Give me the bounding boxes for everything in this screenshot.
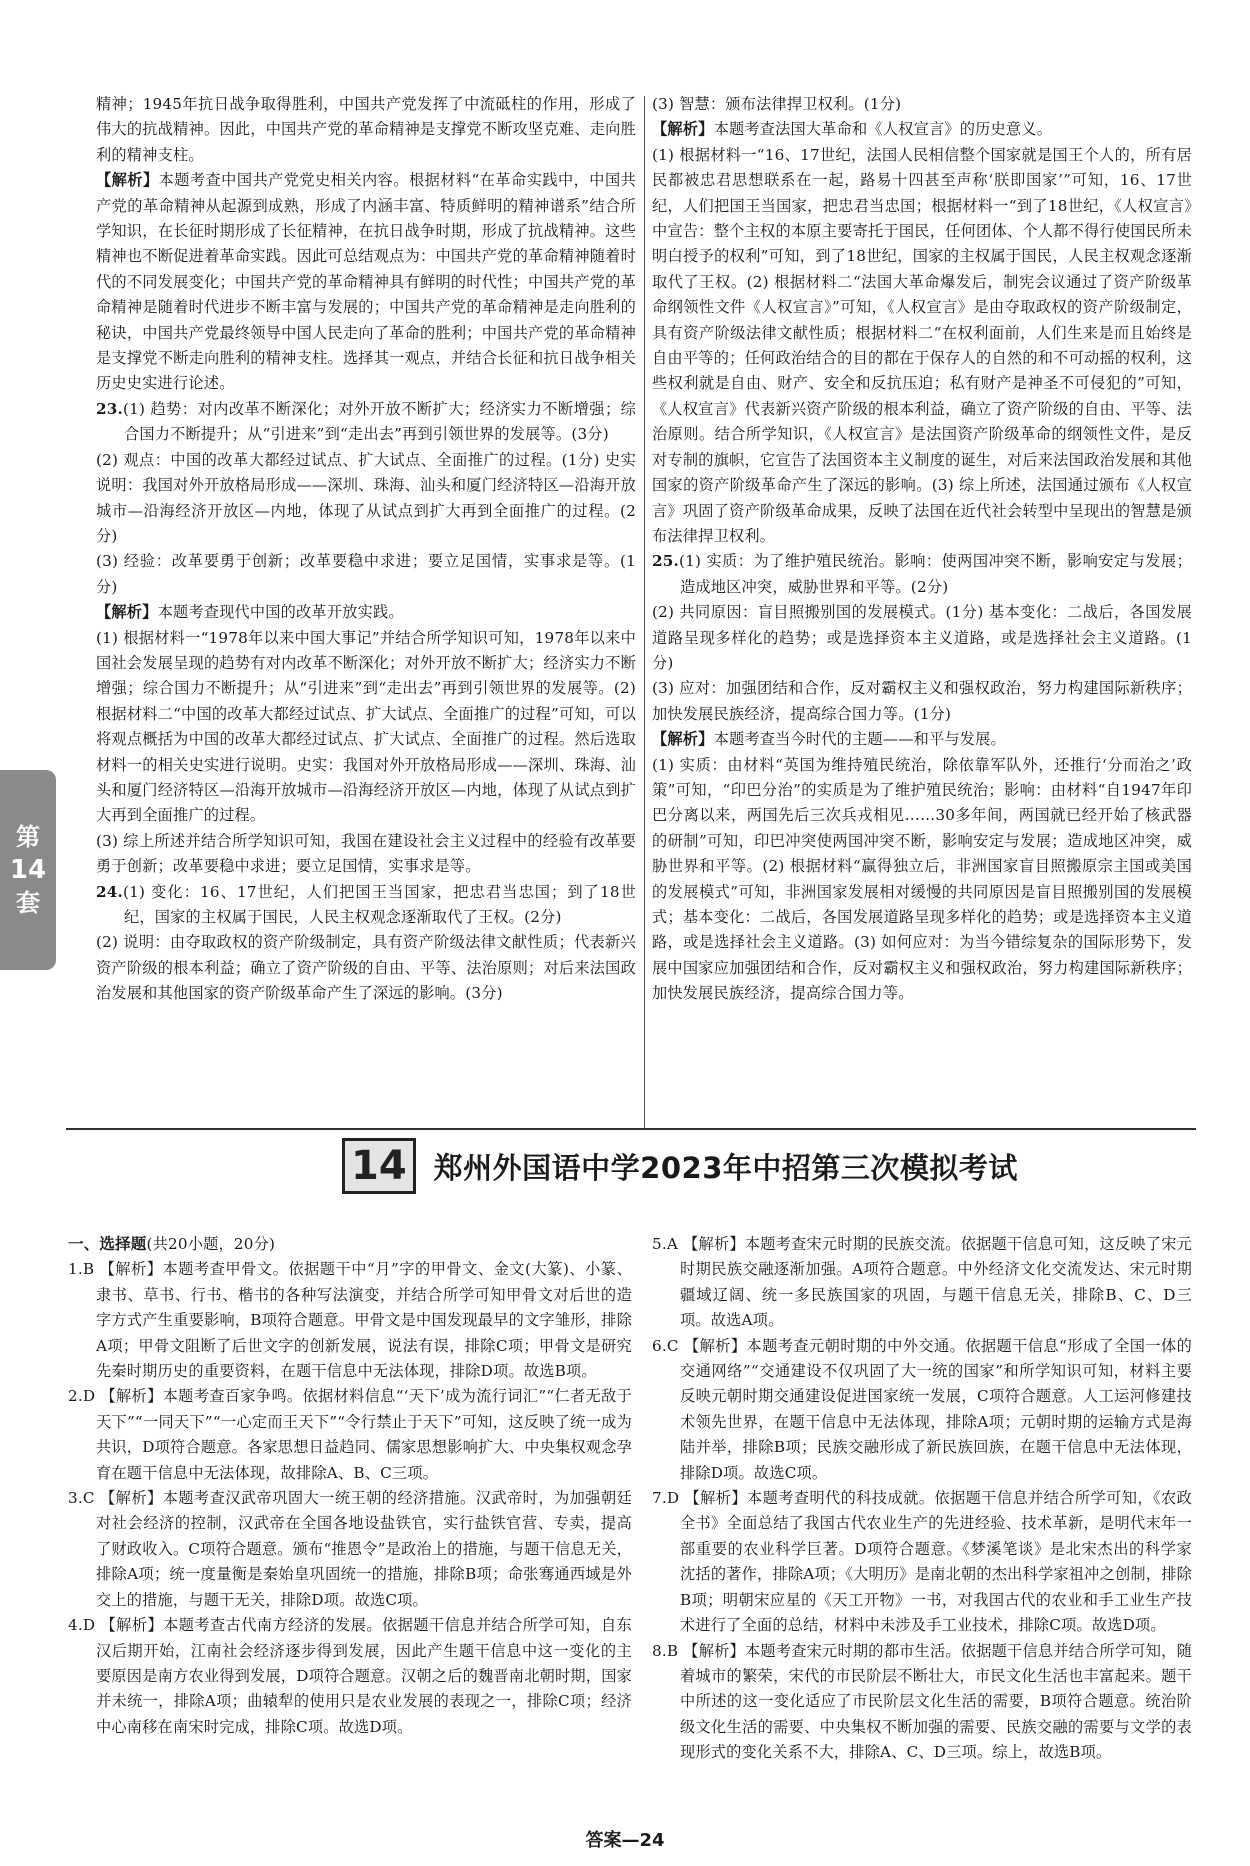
analysis-text: 本题考查中国共产党党史相关内容。根据材料“在革命实践中，中国共产党的革命精神从起源到成熟，形成了内涵丰富、特质鲜明的精神谱系”结合所学知识，在长征时期形成了长征精神，在抗日战争时期，形成了抗战精神。这些精神也不断促进着革命实践。因此可总结观点为：中国共产党的革命精神随着时代的不同发展变化；中国共产党的革命精神具有鲜明的时代性；中国共产党的革命精神是随着时代进步不断丰富与发展的；中国共产党的革命精神是走向胜利的秘诀，中国共产党最终领导中国人民走向了革命的胜利；中国共产党的革命精神是支撑党不断走向胜利的精神支柱。选择其一观点，并结合长征和抗日战争相关历史史实进行论述。: [96, 171, 636, 393]
question-number: 25.: [652, 552, 680, 571]
analysis-text: (1) 根据材料一“1978年以来中国大事记”并结合所学知识可知，1978年以来中国社会发展呈现的趋势有对内改革不断深化；对外开放不断扩大；经济实力不断增强；综合国力不断提升；从“引进来”到“走出去”再到引领世界的发展等。(2) 根据材料二“中国的改革大都经过试点、扩大试点、全面推广的过程”可知，可以将观点概括为中国的改革大都经过试点、扩大试点、全面推广的过程。然后选取材料一的相关史实进行说明。史实：我国对外开放格局形成——深圳、珠海、汕头和厦门经济特区—沿海开放城市—沿海经济开放区—内地，体现了从试点到扩大再到全面推广的过程。: [96, 628, 636, 825]
answer-24-part-3: (3) 智慧：颁布法律捍卫权利。(1分): [652, 95, 902, 113]
analysis-text: (3) 综上所述并结合所学知识可知，我国在建设社会主义过程中的经验有改革要勇于创新；改革要稳中求进；要立足国情，实事求是等。: [96, 831, 636, 876]
top-right-column: [652, 92, 1192, 1007]
question-number: 23.: [96, 399, 124, 418]
exam-title: 郑州外国语中学2023年中招第三次模拟考试: [433, 1150, 1018, 1185]
analysis-text: (1) 根据材料一“16、17世纪，法国人民相信整个国家就是国王个人的，所有居民都被忠君思想联系在一起，路易十四甚至声称‘朕即国家’”可知，16、17世纪，人们把国王当国家，把忠君当忠国；根据材料一“到了18世纪，《人权宣言》中宣告：整个主权的本原主要寄托于国民，任何团体、个人都不得行使国民所未明白授予的权利”可知，到了18世纪，国家的主权属于国民，人民主权观念逐渐取代了王权。(2) 根据材料二“法国大革命爆发后，制宪会议通过了资产阶级革命纲领性文件《人权宣言》”可知，《人权宣言》是由夺取政权的资产阶级制定，具有资产阶级法律文献性质；根据材料二“在权利面前，人们生来是而且始终是自由平等的；任何政治结合的目的都在于保存人的自然的和不可动摇的权利，这些权利就是自由、财产、安全和反抗压迫；私有财产是神圣不可侵犯的”可知，《人权宣言》代表新兴资产阶级的根本利益，确立了资产阶级的自由、平等、法治原则。结合所学知识，《人权宣言》是法国资产阶级革命的纲领性文件，是反对专制的旗帜，它宣告了法国资本主义制度的诞生，对后来法国政治发展和其他国家的资产阶级革命产生了深远的影响。(3) 综上所述，法国通过颁布《人权宣言》巩固了资产阶级革命成果，反映了法国在近代社会转型中呈现出的智慧是颁布法律捍卫权利。: [652, 145, 1192, 545]
exam-header: [342, 1134, 1018, 1198]
answer-23-part-2: (2) 观点：中国的改革大都经过试点、扩大试点、全面推广的过程。(1分) 史实说明：我国对外开放格局形成——深圳、珠海、汕头和厦门经济特区—沿海开放城市—沿海经济开放区—内地，体现了从试点到扩大再到全面推广的过程。(2分): [96, 450, 636, 545]
answer-item: 8.B 【解析】本题考查宋元时期的都市生活。依据题干信息并结合所学可知，随着城市的繁荣，宋代的市民阶层不断壮大，市民文化生活也丰富起来。题干中所述的这一变化适应了市民阶层文化生活的需要，B项符合题意。统治阶级文化生活的需要、中央集权不断加强的需要、民族交融的需要与文学的表现形式的变化关系不大，排除A、C、D三项。综上，故选B项。: [652, 1641, 1192, 1762]
answer-23-part-1: 23.(1) 趋势：对内改革不断深化；对外开放不断扩大；经济实力不断增强；综合国力不断提升；从“引进来”到“走出去”再到引领世界的发展等。(3分): [96, 399, 636, 444]
answer-item: 7.D 【解析】本题考查明代的科技成就。依据题干信息并结合所学可知，《农政全书》全面总结了我国古代农业生产的先进经验、技术革新，是明代末年一部重要的农业科学巨著。D项符合题意。《梦溪笔谈》是北宋杰出的科学家沈括的著作，排除A项；《大明历》是南北朝的杰出科学家祖冲之创制，排除B项；明朝宋应星的《天工开物》一书，对我国古代的农业和手工业生产技术进行了全面的总结，材料中未涉及手工业技术，排除C项。故选D项。: [652, 1489, 1192, 1635]
answer-23-part-3: (3) 经验：改革要勇于创新；改革要稳中求进；要立足国情，实事求是等。(1分): [96, 552, 636, 596]
top-left-column: [96, 92, 636, 1007]
bottom-right-column: [652, 1232, 1192, 1766]
analysis-tag: 【解析】: [96, 171, 159, 190]
paragraph: 精神；1945年抗日战争取得胜利，中国共产党发挥了中流砥柱的作用，形成了伟大的抗战精神。因此，中国共产党的革命精神是支撑党不断攻坚克难、走向胜利的精神支柱。: [96, 95, 636, 164]
answer-25-part-2: (2) 共同原因：盲目照搬别国的发展模式。(1分) 基本变化：二战后，各国发展道路呈现多样化的趋势；或是选择资本主义道路，或是选择社会主义道路。(1分): [652, 603, 1192, 672]
answer-item: 4.D 【解析】本题考查古代南方经济的发展。依据题干信息并结合所学可知，自东汉后期开始，江南社会经济逐步得到发展，因此产生题干信息中这一变化的主要原因是南方农业得到发展，D项符合题意。汉朝之后的魏晋南北朝时期，国家并未统一，排除A项；曲辕犁的使用只是农业发展的表现之一，排除C项；经济中心南移在南宋时完成，排除C项。故选D项。: [68, 1616, 632, 1736]
answer-item: 1.B 【解析】本题考查甲骨文。依据题干中“月”字的甲骨文、金文(大篆)、小篆、隶书、草书、行书、楷书的各种写法演变，并结合所学可知甲骨文对后世的造字方式产生重要影响，B项符合题意。甲骨文是中国发现最早的文字雏形，排除A项；甲骨文阻断了后世文字的创新发展，说法有误，排除C项；甲骨文是研究先秦时期历史的重要资料，在题干信息中无法体现，排除D项。故选B项。: [68, 1260, 632, 1381]
question-number: 24.: [96, 882, 124, 901]
set-number-tab: 第 14 套: [0, 770, 56, 970]
page-number: 答案—24: [585, 1830, 665, 1851]
answer-25-part-3: (3) 应对：加强团结和合作，反对霸权主义和强权政治，努力构建国际新秩序；加快发展民族经济，提高综合国力等。(1分): [652, 679, 1192, 723]
section-heading: 一、选择题(共20小题，20分): [68, 1235, 276, 1253]
answer-item: 5.A 【解析】本题考查宋元时期的民族交流。依据题干信息可知，这反映了宋元时期民族交融逐渐加强。A项符合题意。中外经济文化交流发达、宋元时期疆域辽阔、统一多民族国家的巩固，与题干信息无关，排除B、C、D三项。故选A项。: [652, 1235, 1192, 1330]
analysis-tag: 【解析】: [652, 730, 714, 749]
analysis-paragraph: 【解析】本题考查法国大革命和《人权宣言》的历史意义。: [652, 120, 1053, 139]
column-divider: [644, 96, 645, 1130]
answer-item: 6.C 【解析】本题考查元朝时期的中外交通。依据题干信息“形成了全国一体的交通网络”“交通建设不仅巩固了大一统的国家”和所学知识可知，材料主要反映元朝时期交通建设促进国家统一发展，C项符合题意。人工运河修建技术领先世界，在题干信息中无法体现，排除A项；元朝时期的运输方式是海陆并举，排除B项；民族交融形成了新民族回族，在题干信息中无法体现，排除D项。故选C项。: [652, 1336, 1192, 1482]
bottom-left-column: [68, 1232, 632, 1740]
answer-item: 2.D 【解析】本题考查百家争鸣。依据材料信息“‘天下’成为流行词汇”“仁者无敌于天下”“一同天下”“一心定而王天下”“令行禁止于天下”可知，这反映了统一成为共识，D项符合题意。各家思想日益趋同、儒家思想影响扩大、中央集权观念孕育在题干信息中无法体现，故排除A、B、C三项。: [68, 1387, 632, 1482]
answer-24-part-1: 24.(1) 变化：16、17世纪，人们把国王当国家，把忠君当忠国；到了18世纪，国家的主权属于国民，人民主权观念逐渐取代了王权。(2分): [96, 882, 636, 926]
analysis-paragraph: 【解析】本题考查现代中国的改革开放实践。: [96, 603, 404, 622]
analysis-text: (1) 实质：由材料“英国为维持殖民统治，除依靠军队外，还推行‘分而治之’政策”可知，“印巴分治”的实质是为了维护殖民统治；影响：由材料“自1947年印巴分离以来，两国先后三次兵戎相见……30多年间，两国就已经开始了核武器的研制”可知，印巴冲突使两国冲突不断，影响安定与发展；造成地区冲突，威胁世界和平等。(2) 根据材料“赢得独立后，非洲国家盲目照搬原宗主国或美国的发展模式”可知，非洲国家发展相对缓慢的共同原因是盲目照搬别国的发展模式；基本变化：二战后，各国发展道路呈现多样化的趋势；或是选择资本主义道路，或是选择社会主义道路。(3) 如何应对：为当今错综复杂的国际形势下，发展中国家应加强团结和合作，反对霸权主义和强权政治，努力构建国际新秩序；加快发展民族经济，提高综合国力等。: [652, 755, 1192, 1003]
analysis-paragraph: [96, 168, 636, 397]
analysis-paragraph: 【解析】本题考查当今时代的主题——和平与发展。: [652, 730, 1006, 749]
analysis-tag: 【解析】: [96, 603, 158, 622]
exam-number-badge: 14: [342, 1138, 416, 1194]
section-divider: [66, 1128, 1196, 1130]
analysis-tag: 【解析】: [652, 120, 714, 139]
answer-25-part-1: 25.(1) 实质：为了维护殖民统治。影响：使两国冲突不断，影响安定与发展；造成地区冲突，威胁世界和平等。(2分): [652, 552, 1192, 596]
answer-24-part-2: (2) 说明：由夺取政权的资产阶级制定，具有资产阶级法律文献性质；代表新兴资产阶级的根本利益；确立了资产阶级的自由、平等、法治原则；对后来法国政治发展和其他国家的资产阶级革命产生了深远的影响。(3分): [96, 933, 636, 1003]
answer-item: 3.C 【解析】本题考查汉武帝巩固大一统王朝的经济措施。汉武帝时，为加强朝廷对社会经济的控制，汉武帝在全国各地设盐铁官，实行盐铁官营、专卖，提高了财政收入。C项符合题意。颁布“推恩令”是政治上的措施，与题干信息无关，排除A项；统一度量衡是秦始皇巩固统一的措施，排除B项；命张骞通西域是外交上的措施，与题干无关，排除D项。故选C项。: [68, 1489, 632, 1609]
